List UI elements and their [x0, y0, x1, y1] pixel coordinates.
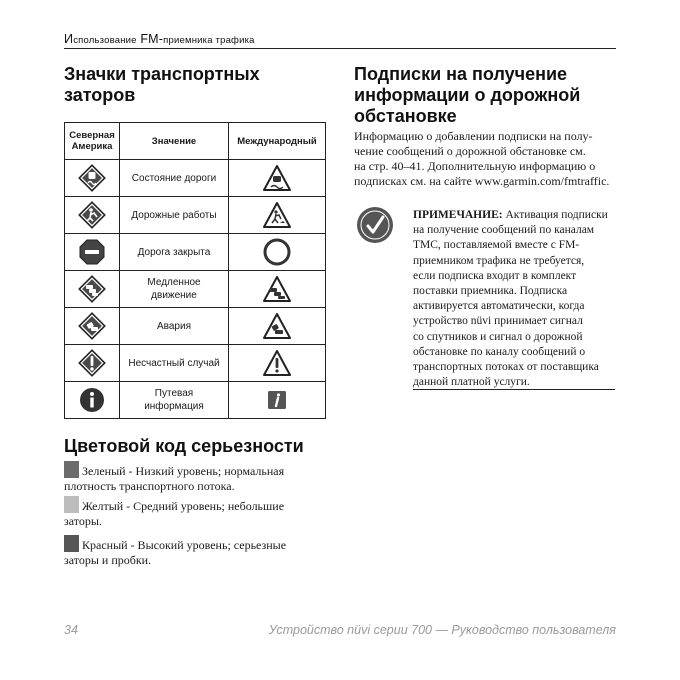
row-label: Авария	[120, 308, 229, 345]
col-north-america: Северная Америка	[65, 123, 120, 160]
page-number: 34	[64, 623, 78, 637]
table-row	[65, 345, 326, 382]
table-row	[65, 308, 326, 345]
table-row	[65, 160, 326, 197]
accident-triangle-icon	[262, 311, 292, 341]
yellow-swatch	[64, 496, 79, 513]
roadwork-triangle-icon	[262, 200, 292, 230]
traffic-icons-title: Значки транспортных заторов	[64, 64, 260, 105]
slow-traffic-triangle-icon	[262, 274, 292, 304]
road-condition-diamond-icon	[77, 163, 107, 193]
road-condition-triangle-icon	[262, 163, 292, 193]
subscriptions-paragraph: Информацию о добавлении подписки на полу- чение сообщений о дорожной обстановке см. на стр. 40–41. Дополнительную информацию о подписках см. на сайте www.garmin.com/fmtraffic.	[354, 129, 610, 188]
incident-diamond-icon	[77, 348, 107, 378]
info-square-icon	[262, 385, 292, 415]
note-text: ПРИМЕЧАНИЕ: Активация подписки на получение сообщений по каналам TMC, поставляемой вместе с FM- приемником трафика не требуется, если подписка входит в комплект поставки приемника. Подписка активируется автоматически, когда устройство nüvi принимает сигнал со спутников и сигнал о дорожной обстановке по каналу сообщений о транспортных потоках от поставщика данной платной услуги.	[413, 209, 608, 389]
slow-traffic-diamond-icon	[77, 274, 107, 304]
table-row	[65, 197, 326, 234]
manual-title-footer: Устройство nüvi серии 700 — Руководство пользователя	[268, 623, 616, 637]
incident-triangle-icon	[262, 348, 292, 378]
note-label: ПРИМЕЧАНИЕ:	[413, 209, 503, 221]
table-row	[65, 382, 326, 419]
row-label: Несчастный случай	[120, 345, 229, 382]
green-severity-text: Зеленый - Низкий уровень; нормальная плотность транспортного потока.	[64, 461, 326, 494]
header-rule	[64, 48, 616, 49]
yellow-severity-text: Желтый - Средний уровень; небольшие заторы.	[64, 496, 326, 529]
road-closed-circle-icon	[262, 237, 292, 267]
note-bottom-rule	[413, 389, 615, 390]
accident-diamond-icon	[77, 311, 107, 341]
traffic-icons-table	[64, 122, 326, 419]
severity-color-title: Цветовой код серьезности	[64, 436, 304, 456]
row-label: Медленное движение	[120, 271, 229, 308]
info-circle-icon	[77, 385, 107, 415]
row-label: Путевая информация	[120, 382, 229, 419]
subscriptions-title: Подписки на получение информации о дорожной обстановке	[354, 64, 581, 126]
green-swatch	[64, 461, 79, 478]
red-swatch	[64, 535, 79, 552]
row-label: Состояние дороги	[120, 160, 229, 197]
red-severity-text: Красный - Высокий уровень; серьезные заторы и пробки.	[64, 535, 326, 568]
table-row	[65, 271, 326, 308]
row-label: Дорожные работы	[120, 197, 229, 234]
col-meaning: Значение	[120, 123, 229, 160]
row-label: Дорога закрыта	[120, 234, 229, 271]
running-header: Использование FM-приемника трафика	[64, 32, 255, 46]
roadwork-diamond-icon	[77, 200, 107, 230]
col-international: Международный	[229, 123, 326, 160]
table-header-row	[65, 123, 326, 160]
road-closed-octagon-icon	[77, 237, 107, 267]
note-check-icon	[356, 206, 394, 244]
table-row	[65, 234, 326, 271]
